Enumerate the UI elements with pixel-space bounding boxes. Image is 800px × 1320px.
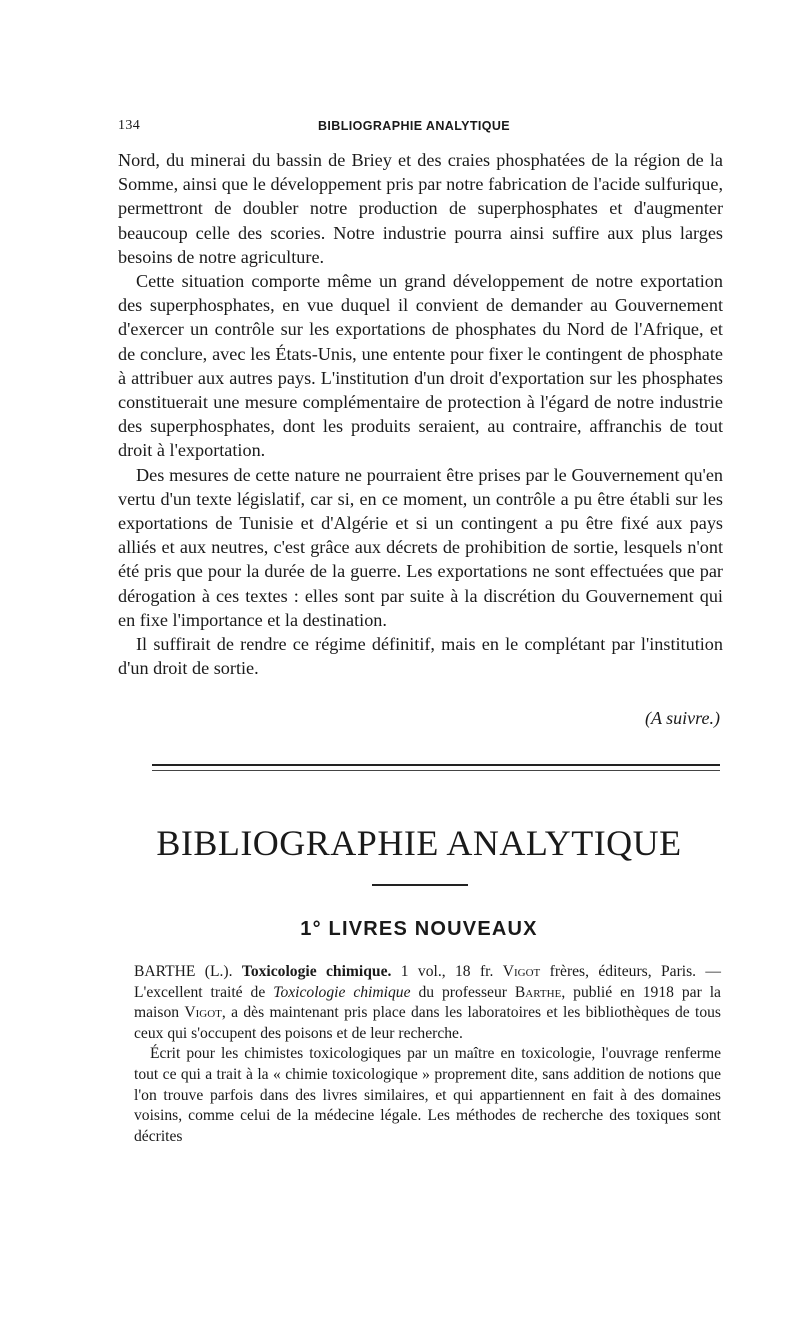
entry-text: , publié en 1918 par la maison — [134, 983, 721, 1022]
entry-title-italic: Toxicologie chimique — [273, 983, 411, 1001]
entry-text: du professeur — [418, 983, 507, 1001]
title-underline — [372, 884, 468, 886]
section-title: BIBLIOGRAPHIE ANALYTIQUE — [156, 823, 682, 863]
entry-details: 1 vol., 18 fr. — [400, 963, 494, 980]
running-title: BIBLIOGRAPHIE ANALYTIQUE — [318, 119, 511, 133]
article-body — [118, 148, 723, 680]
running-header — [118, 118, 720, 140]
page-number: 134 — [118, 118, 141, 133]
paragraph: Nord, du minerai du bassin de Briey et des craies phosphatées de la région de la Somme, ainsi que le développement pris par notre fabrication de l'acide sulfurique, permettront de doubler notre production de superphosphates et d'augmenter beaucoup celle des scories. Notre industrie pourra ainsi suffire aux plus larges besoins de notre agriculture. — [118, 150, 723, 267]
section-divider-thin — [152, 770, 720, 771]
entry-paragraph — [134, 962, 721, 1044]
section-divider — [152, 764, 720, 766]
entry-publisher: Vigot — [502, 963, 541, 980]
to-be-continued: (A suivre.) — [645, 708, 720, 728]
entry-author-name: Barthe — [514, 983, 562, 1001]
paragraph: Cette situation comporte même un grand développement de notre exportation des superphosphates, en vue duquel il convient de demander au Gouvernement d'exercer un contrôle sur les exportations de phosphates du Nord de l'Afrique, et de conclure, avec les États-Unis, une entente pour fixer le contingent de phosphate à attribuer aux autres pays. L'institution d'un droit d'exportation sur les phosphates constituerait une mesure complémentaire de protection à l'égard de notre industrie des superphosphates, dont les produits seraient, au contraire, affranchis de tout droit à l'exportation. — [118, 271, 723, 461]
entry-book-title: Toxicologie chimique. — [241, 963, 392, 980]
bibliography-entry — [134, 962, 721, 1147]
entry-text: frères, éditeurs, Paris. — L'excellent traité de — [134, 963, 722, 1001]
entry-paragraph: Écrit pour les chimistes toxicologiques par un maître en toxicologie, l'ouvrage renferme tout ce qui a trait à la « chimie toxicologique » proprement dite, sans addition de notions que l'on trouve parfois dans des livres similaires, et qui appartiennent en fait à des domaines voisins, comme celui de la médecine légale. Les méthodes de recherche des toxiques sont décrites — [134, 1045, 721, 1145]
entry-author: BARTHE (L.). — [134, 963, 233, 980]
subsection-title: 1° LIVRES NOUVEAUX — [300, 918, 538, 940]
paragraph: Il suffirait de rendre ce régime définitif, mais en le complétant par l'institution d'un droit de sortie. — [118, 634, 723, 679]
entry-text: , a dès maintenant pris place dans les laboratoires et les bibliothèques de tous ceux qui s'occupent des poisons et de leur recherche. — [134, 1004, 721, 1042]
entry-house-name: Vigot — [184, 1004, 222, 1022]
paragraph: Des mesures de cette nature ne pourraient être prises par le Gouvernement qu'en vertu d'un texte législatif, car si, en ce moment, un contrôle a pu être établi sur les exportations de Tunisie et d'Algérie et si un contingent a pu être fixé aux pays alliés et aux neutres, c'est grâce aux décrets de prohibition de sortie, lesquels n'ont été pris que pour la durée de la guerre. Les exportations ne sont effectuées que par dérogation à ces textes : elles sont par suite à la discrétion du Gouvernement qui en fixe l'importance et la destination. — [118, 464, 723, 630]
